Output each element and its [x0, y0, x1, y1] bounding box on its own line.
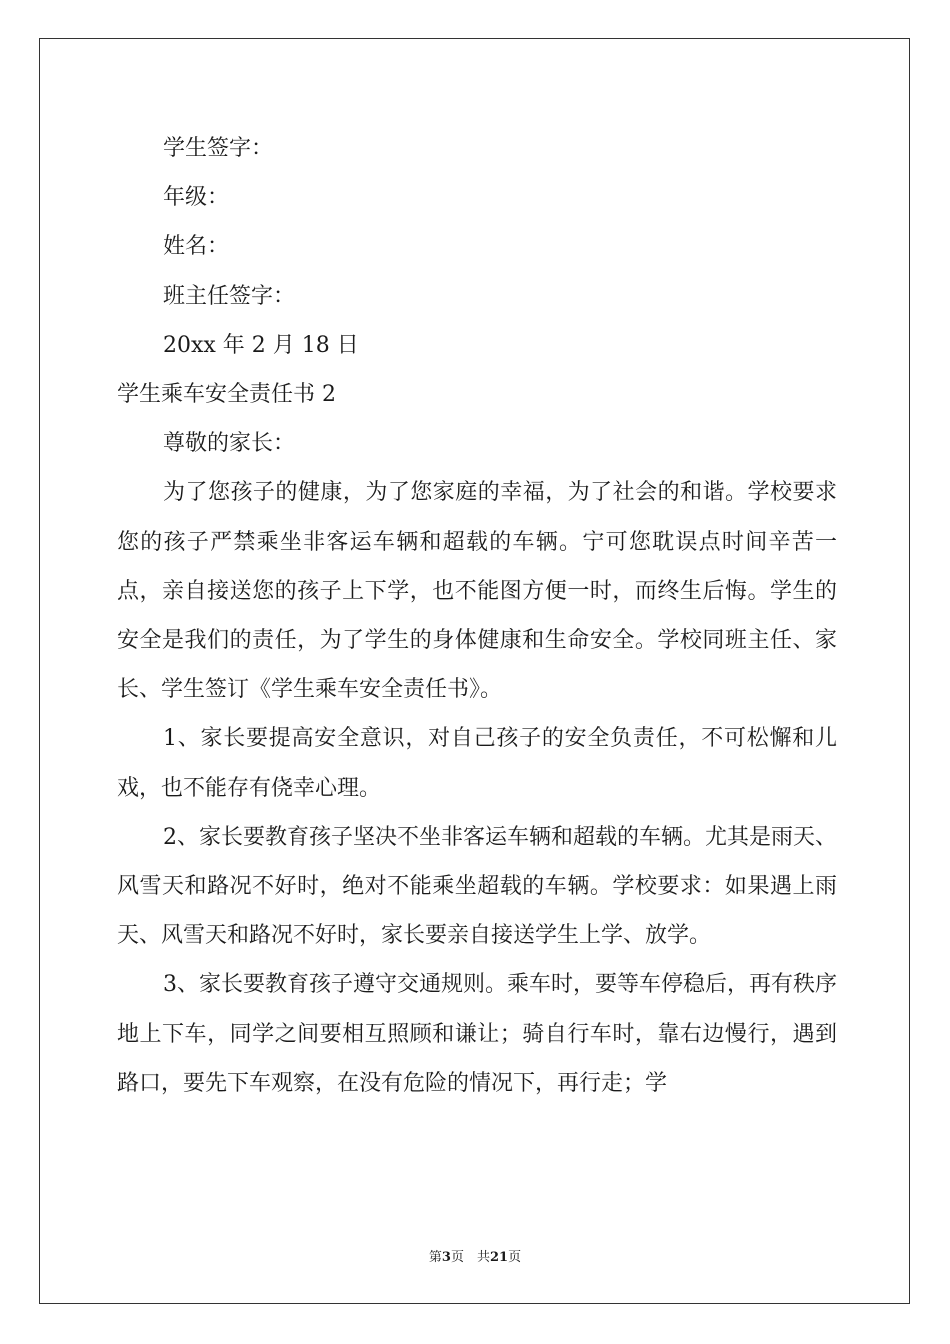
section-title: 学生乘车安全责任书 2 [117, 381, 336, 407]
paragraph-item-3: 3、家长要教育孩子遵守交通规则。乘车时，要等车停稳后，再有秩序地上下车，同学之间要相互照顾和谦让；骑自行车时，靠右边慢行，遇到路口，要先下车观察，在没有危险的情况下，再行走；学 [117, 972, 837, 1096]
grade-line: 年级： [163, 185, 230, 211]
page-footer [0, 1246, 950, 1265]
page-suffix: 页 [508, 1250, 522, 1265]
page-mid: 页 共 [450, 1250, 490, 1265]
teacher-signature-line: 班主任签字： [163, 283, 296, 309]
page-total: 21 [489, 1250, 509, 1265]
page-current: 3 [441, 1250, 451, 1265]
paragraph-intro: 为了您孩子的健康，为了您家庭的幸福，为了社会的和谐。学校要求您的孩子严禁乘坐非客运车辆和超载的车辆。宁可您耽误点时间辛苦一点，亲自接送您的孩子上下学，也不能图方便一时，而终生后悔。学生的安全是我们的责任，为了学生的身体健康和生命安全。学校同班主任、家长、学生签订《学生乘车安全责任书》。 [117, 480, 837, 703]
date-line: 20xx 年 2 月 18 日 [163, 332, 359, 358]
greeting-line: 尊敬的家长： [163, 431, 296, 457]
name-line: 姓名： [163, 234, 230, 260]
paragraph-item-1: 1、家长要提高安全意识，对自己孩子的安全负责任，不可松懈和儿戏，也不能存有侥幸心理。 [117, 726, 837, 801]
document-body [117, 124, 837, 1108]
paragraph-item-2: 2、家长要教育孩子坚决不坐非客运车辆和超载的车辆。尤其是雨天、风雪天和路况不好时，绝对不能乘坐超载的车辆。学校要求：如果遇上雨天、风雪天和路况不好时，家长要亲自接送学生上学、放学。 [117, 824, 837, 949]
page-prefix: 第 [428, 1250, 442, 1265]
student-signature-line: 学生签字： [163, 136, 274, 161]
